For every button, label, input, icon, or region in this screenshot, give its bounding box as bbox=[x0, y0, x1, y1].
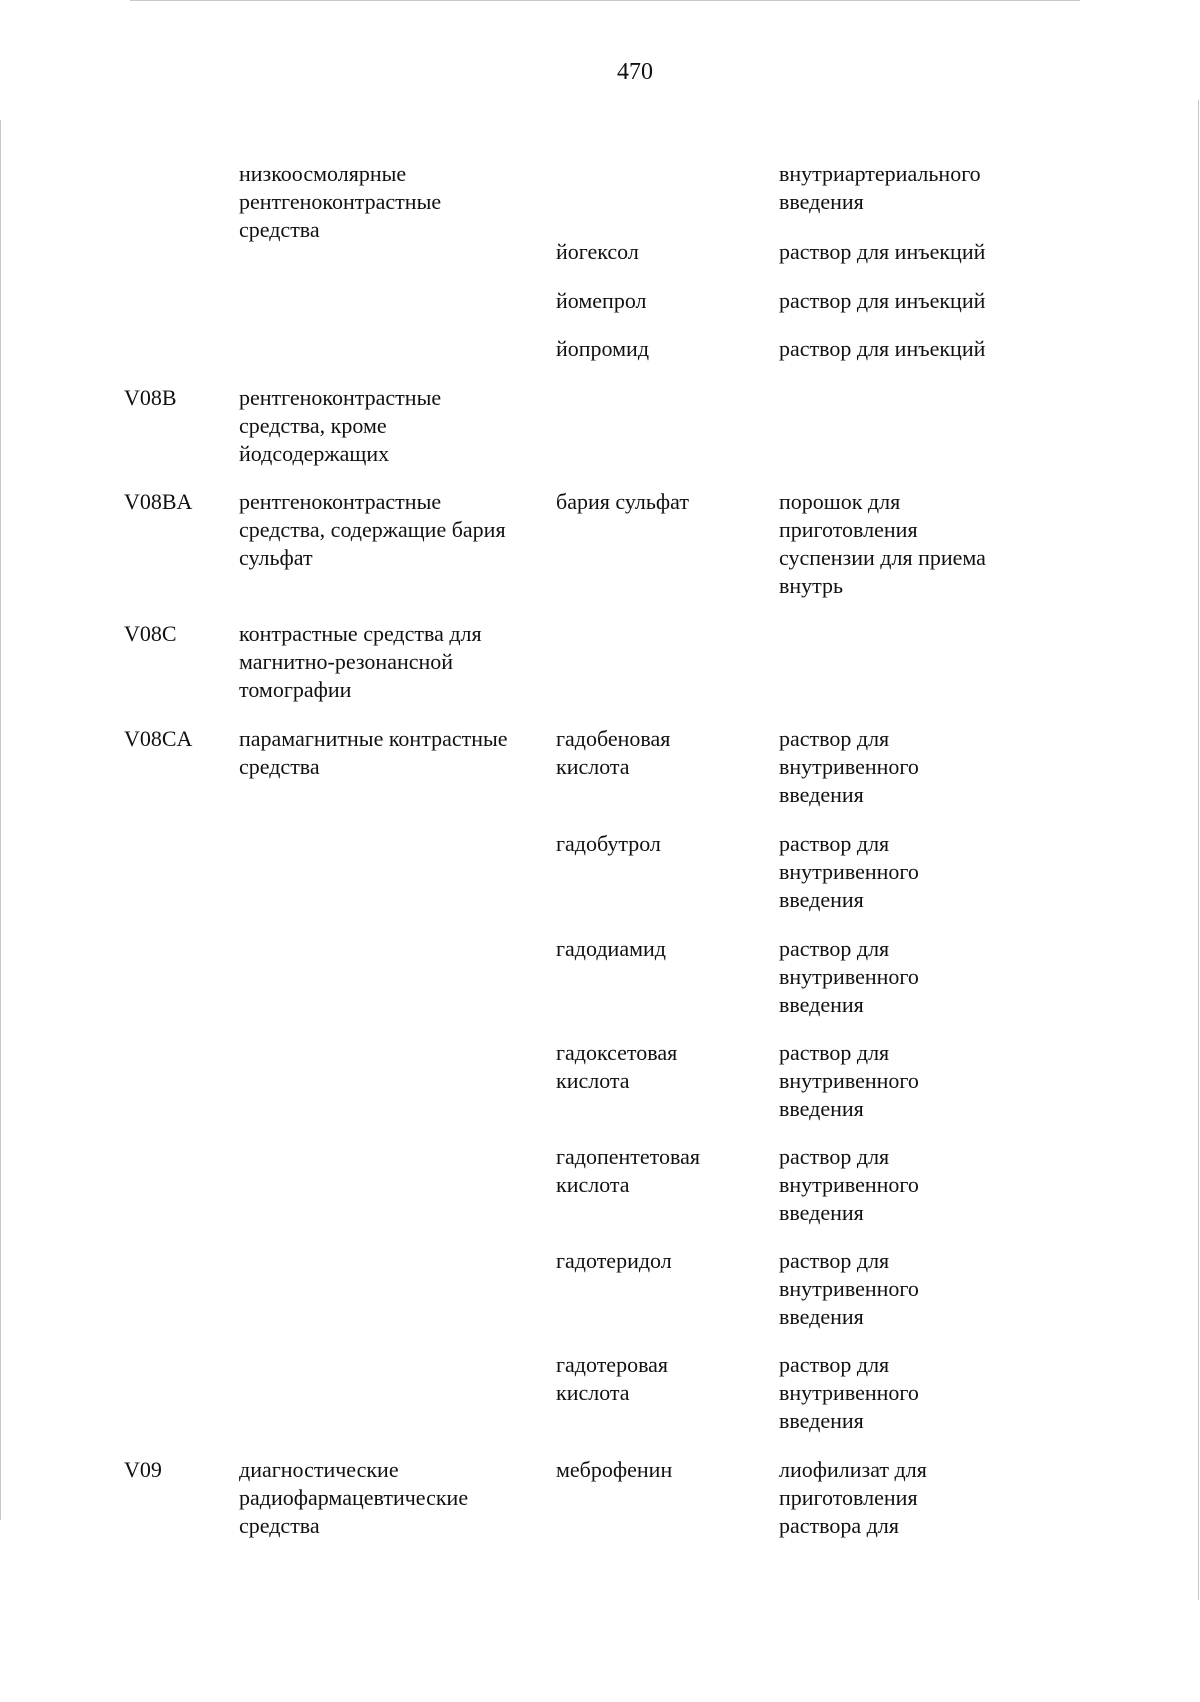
page-number: 470 bbox=[617, 59, 653, 85]
atc-code: V08BA bbox=[124, 489, 193, 514]
dosage-form: раствор для внутривенного введения bbox=[779, 936, 919, 1017]
group-name: парамагнитные контрастные средства bbox=[239, 726, 508, 779]
dosage-form: раствор для инъекций bbox=[779, 239, 986, 264]
atc-code: V08CA bbox=[124, 726, 193, 751]
scan-edge-right bbox=[1198, 100, 1199, 1600]
drug-name: гадодиамид bbox=[556, 936, 666, 961]
drug-name: йогексол bbox=[556, 239, 639, 264]
dosage-form: раствор для внутривенного введения bbox=[779, 831, 919, 912]
dosage-form: порошок для приготовления суспензии для приема внутрь bbox=[779, 489, 986, 598]
drug-name: йомепрол bbox=[556, 288, 647, 313]
atc-code: V09 bbox=[124, 1457, 162, 1482]
group-name: рентгеноконтрастные средства, кроме йодсодержащих bbox=[239, 385, 442, 466]
group-name: рентгеноконтрастные средства, содержащие бария сульфат bbox=[239, 489, 506, 570]
drug-name: гадобеновая кислота bbox=[556, 726, 671, 779]
dosage-form: раствор для внутривенного введения bbox=[779, 1248, 919, 1329]
dosage-form: лиофилизат для приготовления раствора для bbox=[779, 1457, 927, 1538]
dosage-form: раствор для внутривенного введения bbox=[779, 1352, 919, 1433]
scan-edge-top bbox=[130, 0, 1080, 1]
group-name: низкоосмолярные рентгеноконтрастные средства bbox=[239, 161, 442, 242]
group-name: контрастные средства для магнитно-резонансной томографии bbox=[239, 621, 482, 702]
drug-name: гадотеридол bbox=[556, 1248, 672, 1273]
drug-name: меброфенин bbox=[556, 1457, 673, 1482]
drug-name: гадопентетовая кислота bbox=[556, 1144, 700, 1197]
atc-code: V08C bbox=[124, 621, 177, 646]
dosage-form: раствор для инъекций bbox=[779, 288, 986, 313]
group-name: диагностические радиофармацевтические средства bbox=[239, 1457, 469, 1538]
dosage-form: раствор для внутривенного введения bbox=[779, 1144, 919, 1225]
dosage-form: внутриартериального введения bbox=[779, 161, 981, 214]
drug-name: бария сульфат bbox=[556, 489, 689, 514]
atc-code: V08B bbox=[124, 385, 177, 410]
drug-name: гадоксетовая кислота bbox=[556, 1040, 678, 1093]
scan-edge-left bbox=[0, 120, 1, 1520]
dosage-form: раствор для внутривенного введения bbox=[779, 726, 919, 807]
drug-name: гадобутрол bbox=[556, 831, 661, 856]
drug-name: гадотеровая кислота bbox=[556, 1352, 669, 1405]
drug-name: йопромид bbox=[556, 336, 650, 361]
dosage-form: раствор для внутривенного введения bbox=[779, 1040, 919, 1121]
dosage-form: раствор для инъекций bbox=[779, 336, 986, 361]
